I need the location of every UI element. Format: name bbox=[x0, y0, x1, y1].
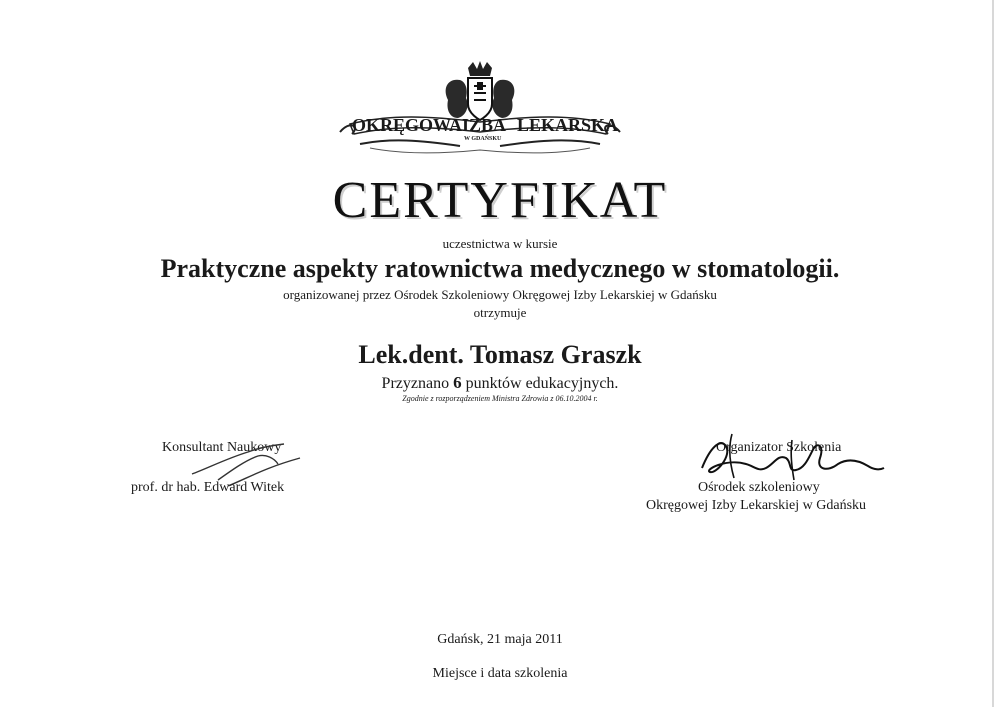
points-line bbox=[0, 373, 1000, 393]
left-signatory-role: Konsultant Naukowy bbox=[162, 440, 282, 455]
chamber-logo bbox=[330, 60, 630, 165]
course-name: Praktyczne aspekty ratownictwa medycznego w stomatologii. bbox=[160, 254, 840, 283]
right-signature bbox=[696, 428, 886, 484]
right-signatory-role: Organizator Szkolenia bbox=[716, 440, 842, 455]
issue-date: Gdańsk, 21 maja 2011 bbox=[437, 632, 563, 647]
recipient-name: Lek.dent. Tomasz Graszk bbox=[358, 340, 642, 369]
logo-word-izba: IZBA bbox=[462, 115, 507, 135]
points-value: 6 bbox=[453, 373, 462, 392]
certificate-title: CERTYFIKAT bbox=[332, 172, 668, 229]
intro-text: uczestnictwa w kursie bbox=[442, 236, 558, 251]
logo-word-lekarska: LEKARSKA bbox=[517, 115, 619, 135]
right-org-line1: Ośrodek szkoleniowy bbox=[698, 480, 820, 495]
organizer-text: organizowanej przez Ośrodek Szkoleniowy Okręgowej Izby Lekarskiej w Gdańsku bbox=[283, 287, 717, 302]
logo-seal-text: W GDAŃSKU bbox=[464, 136, 502, 142]
points-suffix: punktów edukacyjnych. bbox=[465, 375, 619, 392]
points-prefix: Przyznano bbox=[381, 375, 450, 392]
place-date-label: Miejsce i data szkolenia bbox=[432, 666, 568, 681]
receives-text: otrzymuje bbox=[473, 305, 527, 320]
right-org-line2: Okręgowej Izby Lekarskiej w Gdańsku bbox=[646, 498, 867, 513]
left-signatory-name: prof. dr hab. Edward Witek bbox=[131, 480, 285, 495]
chamber-emblem-icon bbox=[330, 60, 630, 165]
legal-note: Zgodnie z rozporządzeniem Ministra Zdrowia z 06.10.2004 r. bbox=[402, 394, 598, 403]
logo-word-okregowa: OKRĘGOWA bbox=[352, 115, 463, 135]
